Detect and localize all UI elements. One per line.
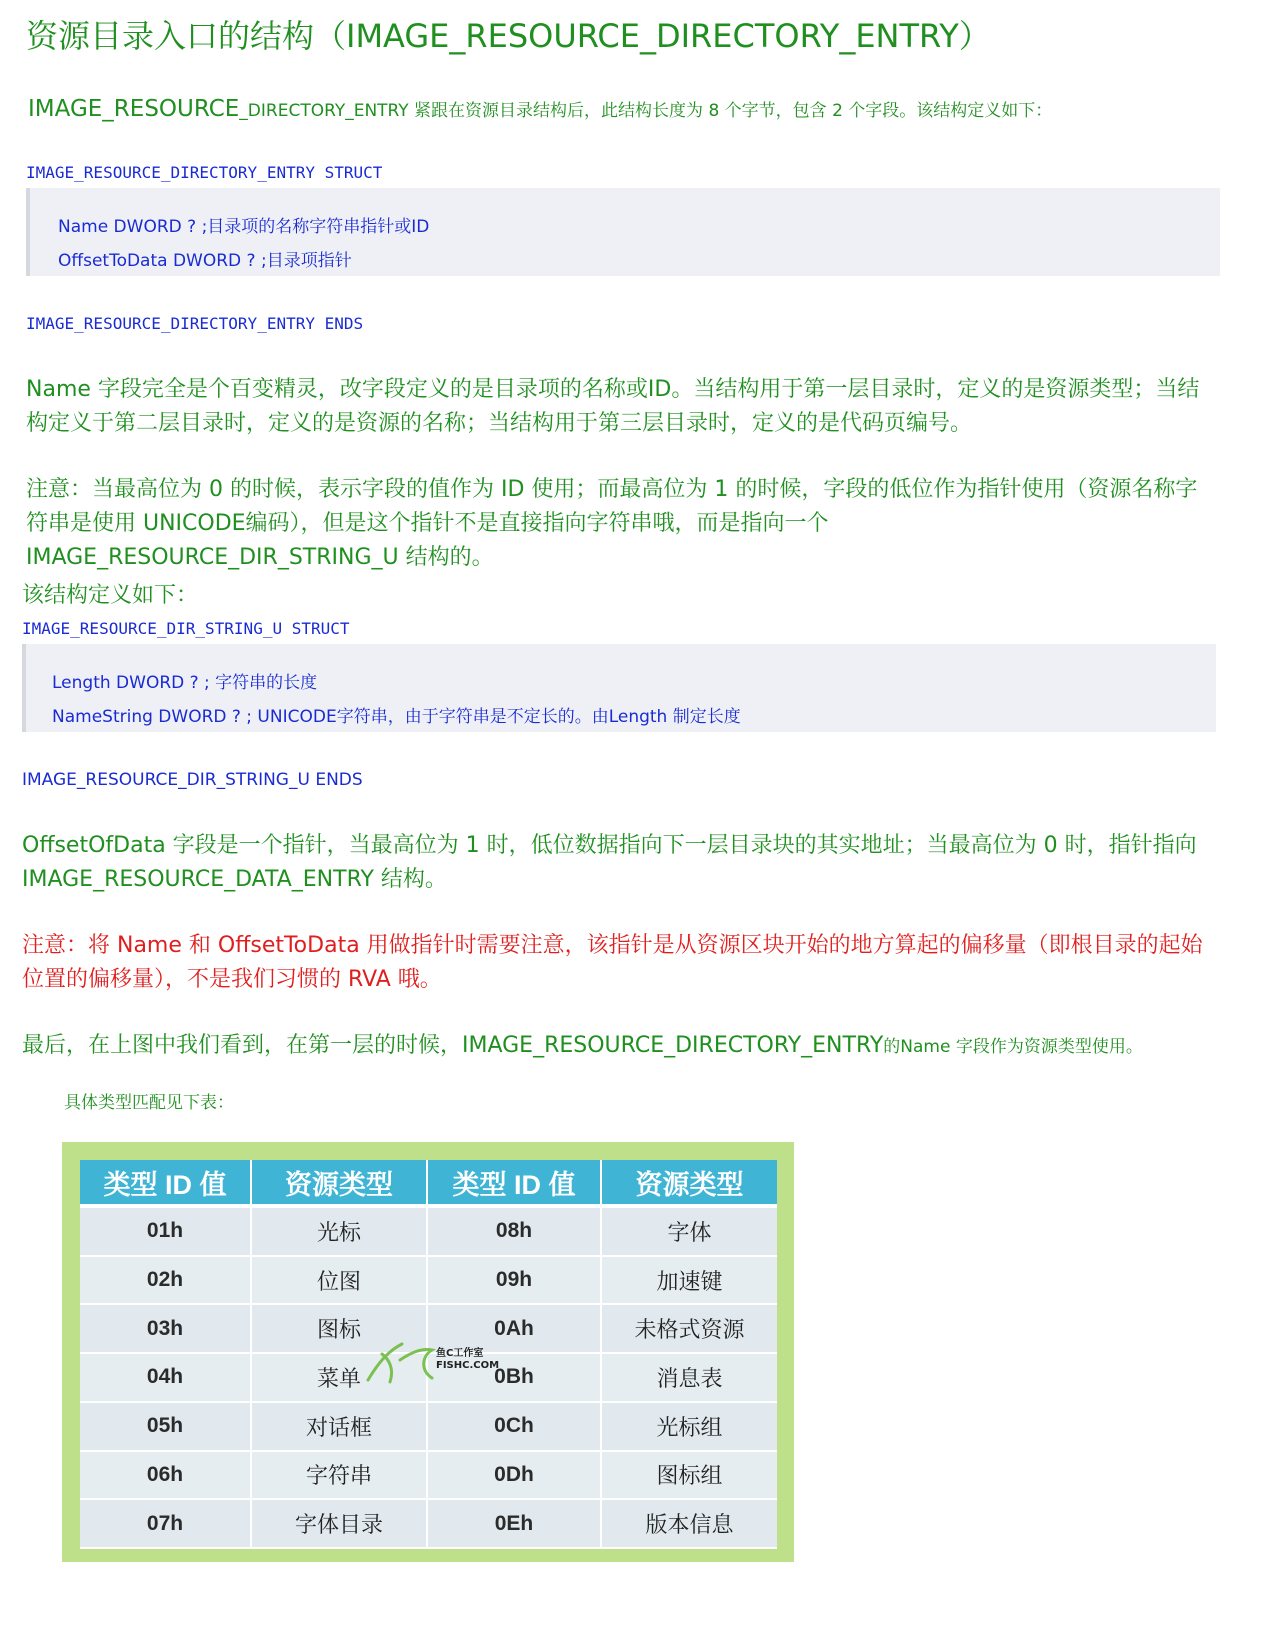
type-id-cell: 0Bh [427,1353,601,1402]
resource-type-cell: 菜单 [251,1353,427,1402]
note-paragraph-line: IMAGE_RESOURCE_DIR_STRING_U 结构的。 [26,545,494,570]
entry-struct-tail: IMAGE_RESOURCE_DIRECTORY_ENTRY ENDS [26,314,364,333]
warning-paragraph-line: 注意：将 Name 和 OffsetToData 用做指针时需要注意，该指针是从资源区块开始的地方算起的偏移量（即根目录的起始 [22,933,1203,958]
resource-type-cell: 字体 [601,1206,777,1256]
entry-struct-head: IMAGE_RESOURCE_DIRECTORY_ENTRY STRUCT [26,163,383,182]
type-id-cell: 0Ah [427,1304,601,1353]
resource-type-cell: 光标组 [601,1402,777,1451]
type-id-cell: 09h [427,1256,601,1305]
intro-rest: _DIRECTORY_ENTRY 紧跟在资源目录结构后，此结构长度为 8 个字节，包含 2 个字段。该结构定义如下： [239,101,1053,121]
string-struct-line: Length DWORD ? ; 字符串的长度 [52,673,318,693]
svg-text:鱼C工作室: 鱼C工作室 [436,1348,484,1359]
type-id-cell: 02h [80,1256,251,1305]
header-resource-type: 资源类型 [251,1160,427,1206]
resource-type-table-image [62,1142,794,1562]
entry-struct-line: OffsetToData DWORD ? ;目录项指针 [58,251,352,271]
warning-paragraph-line: 位置的偏移量），不是我们习惯的 RVA 哦。 [22,967,442,992]
table-row [80,1206,777,1256]
header-type-id: 类型 ID 值 [80,1160,251,1206]
header-resource-type: 资源类型 [601,1160,777,1206]
definition-label: 该结构定义如下： [22,583,199,608]
type-id-cell: 06h [80,1451,251,1500]
intro-lead: IMAGE_RESOURCE [28,96,240,122]
type-id-cell: 0Dh [427,1451,601,1500]
table-row [80,1256,777,1305]
resource-type-cell: 图标组 [601,1451,777,1500]
header-type-id: 类型 ID 值 [427,1160,601,1206]
table-caption: 具体类型匹配见下表： [64,1093,234,1113]
table-row [80,1451,777,1500]
resource-type-cell: 字符串 [251,1451,427,1500]
resource-type-cell: 消息表 [601,1353,777,1402]
resource-type-table [80,1160,777,1549]
resource-type-cell: 图标 [251,1304,427,1353]
table-row [80,1304,777,1353]
table-row [80,1402,777,1451]
note-paragraph-line: 注意：当最高位为 0 的时候，表示字段的值作为 ID 使用；而最高位为 1 的时候，字段的低位作为指针使用（资源名称字 [26,477,1198,502]
type-id-cell: 07h [80,1499,251,1548]
table-row [80,1499,777,1548]
type-id-cell: 0Ch [427,1402,601,1451]
resource-type-cell: 字体目录 [251,1499,427,1548]
type-id-cell: 04h [80,1353,251,1402]
name-paragraph-line: Name 字段完全是个百变精灵，改字段定义的是目录项的名称或ID。当结构用于第一层目录时，定义的是资源类型；当结 [26,377,1200,402]
entry-struct-line: Name DWORD ? ;目录项的名称字符串指针或ID [58,217,430,237]
table-row [80,1353,777,1402]
string-struct-line: NameString DWORD ? ; UNICODE字符串，由于字符串是不定长的。由Length 制定长度 [52,707,741,727]
type-id-cell: 03h [80,1304,251,1353]
entry-struct-code-box [26,188,1220,276]
type-id-cell: 05h [80,1402,251,1451]
warning-paragraph [22,929,1262,997]
offset-paragraph-line: IMAGE_RESOURCE_DATA_ENTRY 结构。 [22,867,447,892]
string-struct-head: IMAGE_RESOURCE_DIR_STRING_U STRUCT [22,619,350,638]
resource-type-cell: 位图 [251,1256,427,1305]
table-header-row [80,1160,777,1206]
intro-paragraph [28,92,1052,128]
resource-type-cell: 光标 [251,1206,427,1256]
string-struct-tail: IMAGE_RESOURCE_DIR_STRING_U ENDS [22,770,363,790]
last-paragraph [22,1029,1143,1064]
last-paragraph-small: 的Name 字段作为资源类型使用。 [883,1037,1143,1057]
svg-text:FISHC.COM: FISHC.COM [436,1360,500,1371]
type-id-cell: 0Eh [427,1499,601,1548]
resource-type-cell: 版本信息 [601,1499,777,1548]
last-paragraph-main: 最后，在上图中我们看到，在第一层的时候，IMAGE_RESOURCE_DIRECTORY_ENTRY [22,1033,884,1058]
page-title: 资源目录入口的结构（IMAGE_RESOURCE_DIRECTORY_ENTRY） [26,17,991,55]
name-paragraph-line: 构定义于第二层目录时，定义的是资源的名称；当结构用于第三层目录时，定义的是代码页编号。 [26,411,973,436]
string-struct-code-box [22,644,1216,732]
name-paragraph [26,373,1266,441]
type-id-cell: 08h [427,1206,601,1256]
note-paragraph [26,473,1266,575]
offset-paragraph [22,829,1262,897]
resource-type-cell: 未格式资源 [601,1304,777,1353]
resource-type-cell: 对话框 [251,1402,427,1451]
resource-type-cell: 加速键 [601,1256,777,1305]
note-paragraph-line: 符串是使用 UNICODE编码），但是这个指针不是直接指向字符串哦，而是指向一个 [26,511,829,536]
offset-paragraph-line: OffsetOfData 字段是一个指针，当最高位为 1 时，低位数据指向下一层目录块的其实地址；当最高位为 0 时，指针指向 [22,833,1197,858]
type-id-cell: 01h [80,1206,251,1256]
